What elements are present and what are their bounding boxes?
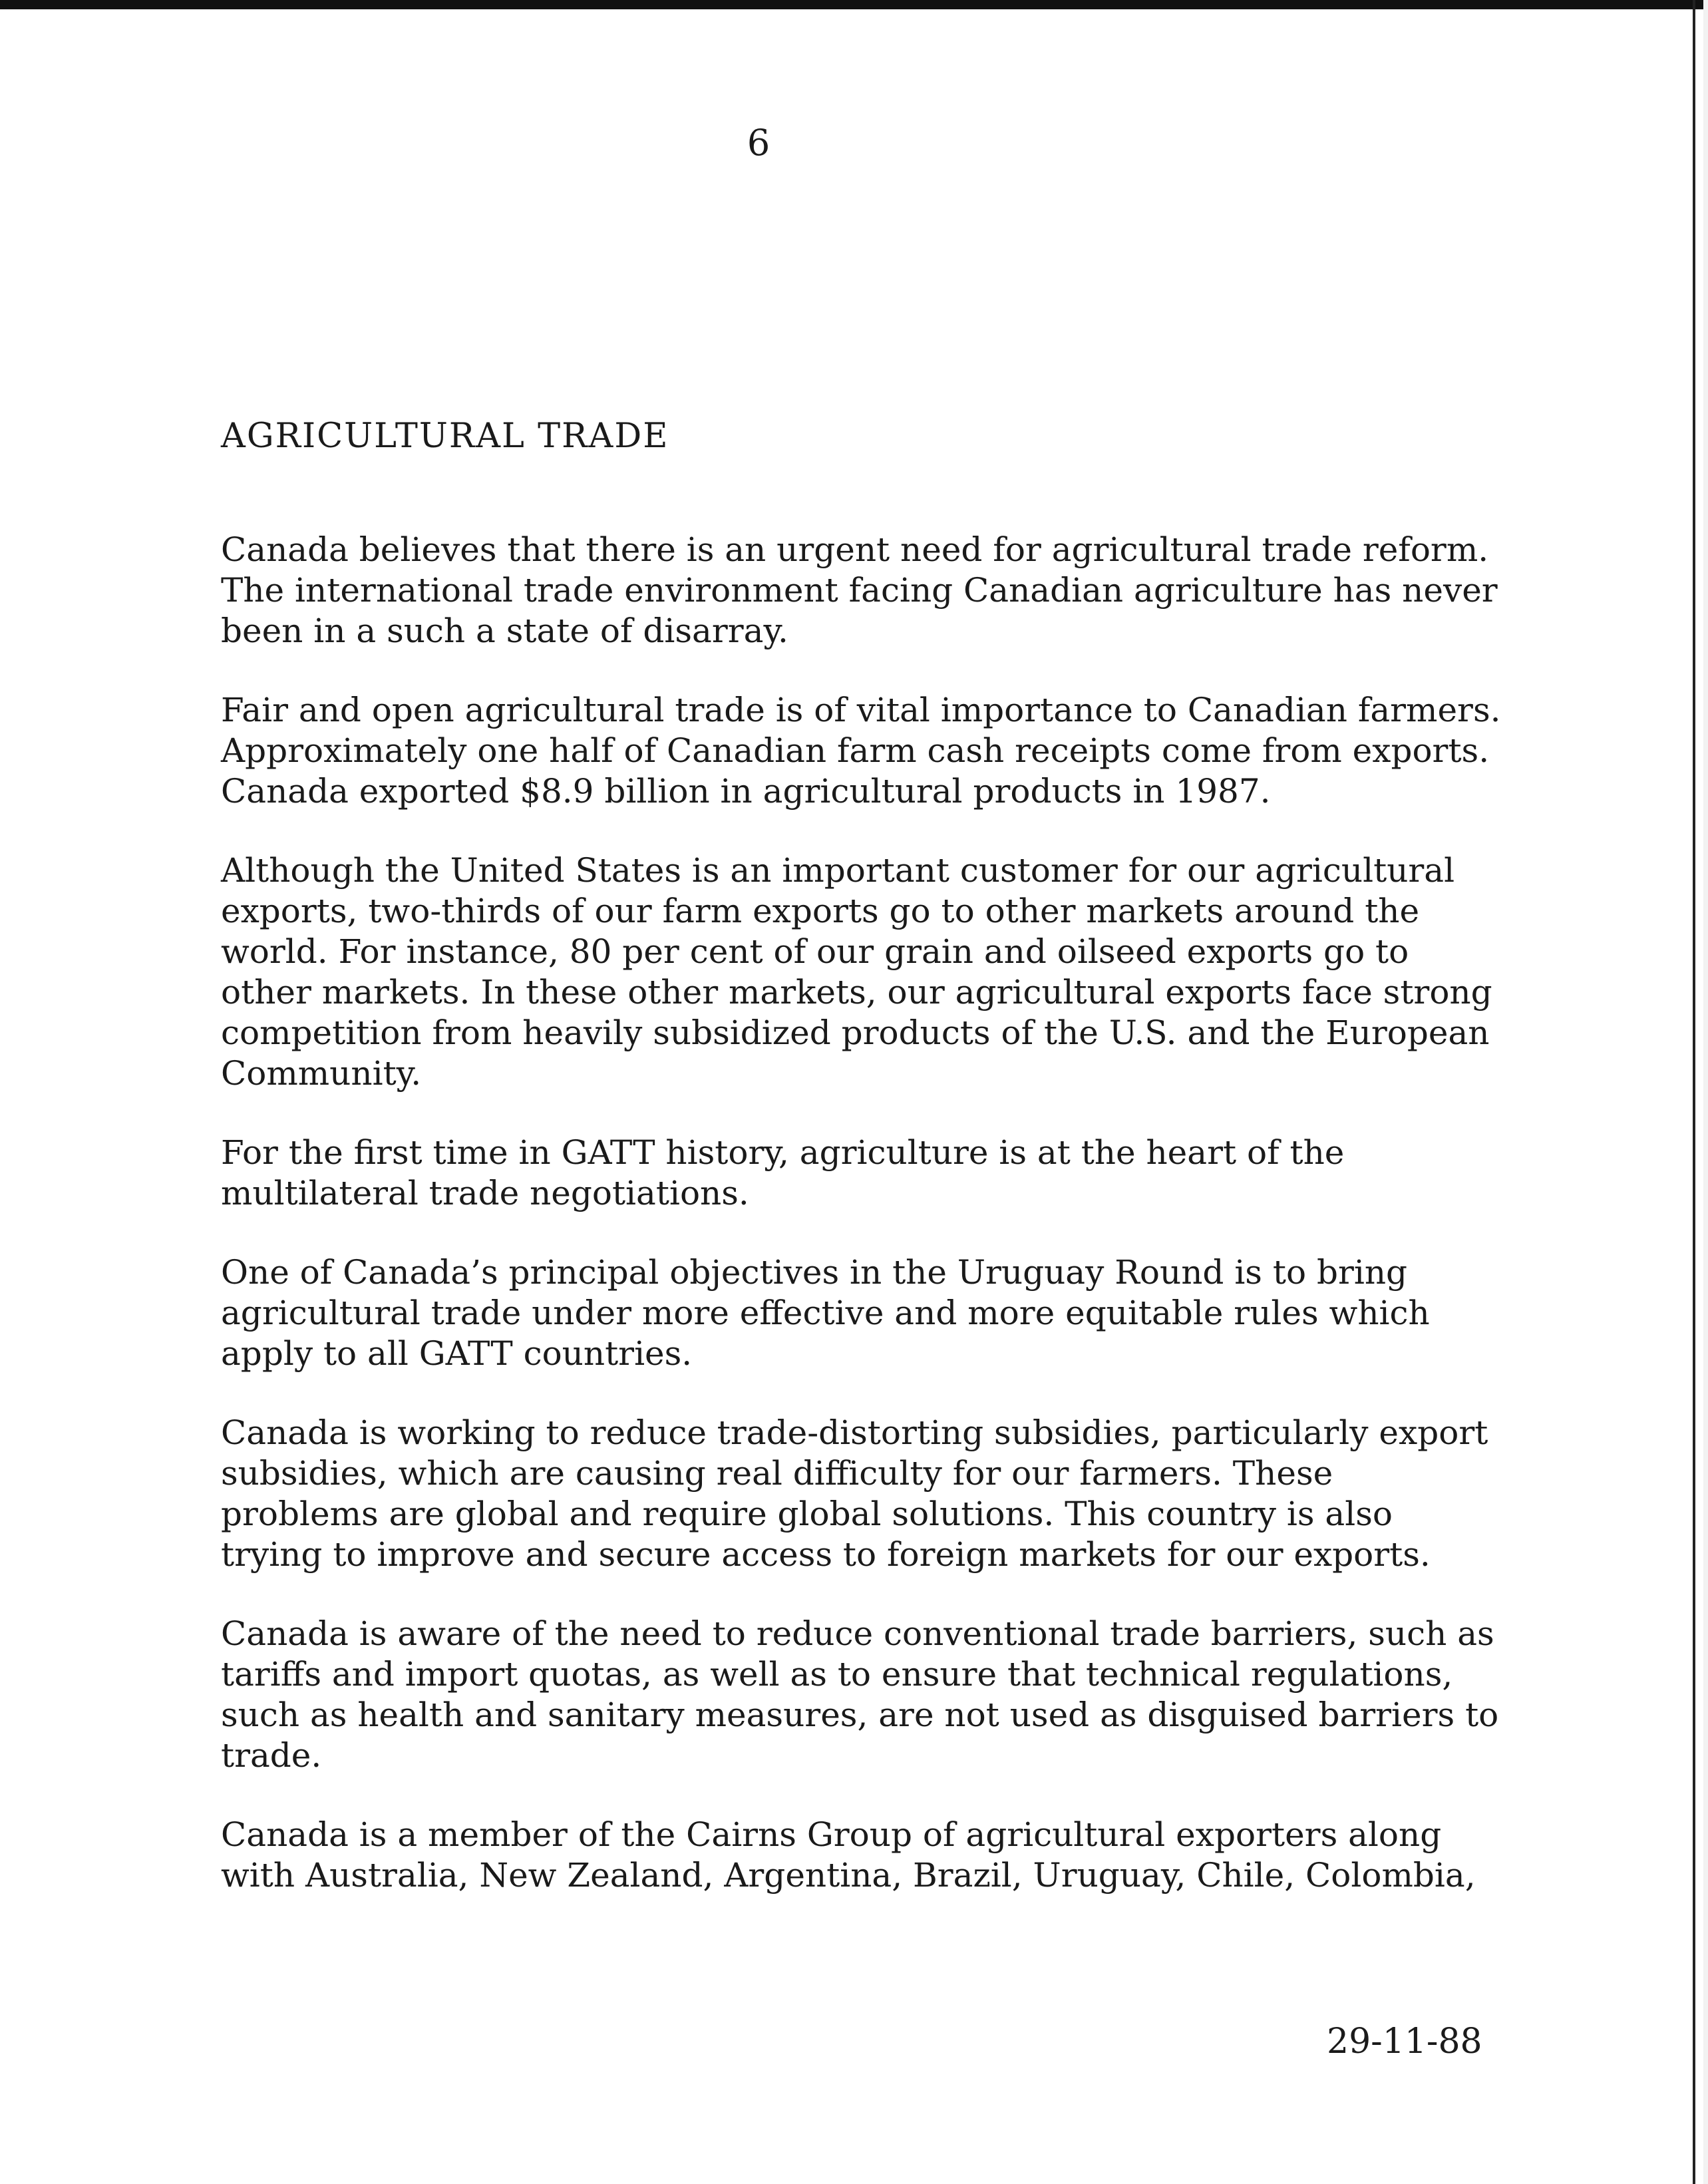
text-line: multilateral trade negotiations. (221, 1174, 749, 1212)
text-line: Canada believes that there is an urgent need for agricultural trade reform. (221, 530, 1489, 569)
text-line: Approximately one half of Canadian farm cash receipts come from exports. (221, 731, 1490, 770)
scan-right-edge (1693, 0, 1695, 2184)
text-line: competition from heavily subsidized products of the U.S. and the European (221, 1013, 1490, 1052)
text-line: Community. (221, 1054, 422, 1093)
paragraph (221, 1252, 1552, 1374)
text-line: The international trade environment facing Canadian agriculture has never (221, 571, 1498, 610)
body-text (221, 530, 1552, 1934)
text-line: with Australia, New Zealand, Argentina, Brazil, Uruguay, Chile, Colombia, (221, 1856, 1476, 1895)
section-heading: AGRICULTURAL TRADE (221, 417, 669, 456)
scan-top-edge (0, 0, 1708, 9)
text-line: world. For instance, 80 per cent of our grain and oilseed exports go to (221, 932, 1409, 971)
text-line: other markets. In these other markets, our agricultural exports face strong (221, 973, 1492, 1011)
page-number: 6 (747, 122, 770, 164)
text-line: problems are global and require global solutions. This country is also (221, 1495, 1393, 1533)
text-line: been in a such a state of disarray. (221, 612, 788, 650)
text-line: agricultural trade under more effective and more equitable rules which (221, 1294, 1430, 1332)
text-line: tariffs and import quotas, as well as to ensure that technical regulations, (221, 1655, 1453, 1694)
paragraph (221, 850, 1552, 1094)
text-line: Although the United States is an important customer for our agricultural (221, 851, 1455, 890)
text-line: Canada is working to reduce trade-distorting subsidies, particularly export (221, 1413, 1488, 1452)
text-line: Fair and open agricultural trade is of vital importance to Canadian farmers. (221, 691, 1501, 729)
text-line: Canada is a member of the Cairns Group of agricultural exporters along (221, 1815, 1442, 1854)
date-stamp: 29-11-88 (1327, 2022, 1482, 2062)
text-line: Canada is aware of the need to reduce conventional trade barriers, such as (221, 1614, 1494, 1653)
text-line: One of Canada’s principal objectives in the Uruguay Round is to bring (221, 1253, 1408, 1292)
paragraph (221, 1413, 1552, 1575)
text-line: trying to improve and secure access to foreign markets for our exports. (221, 1535, 1431, 1574)
paragraph (221, 1614, 1552, 1776)
paragraph (221, 1815, 1552, 1896)
paragraph (221, 1133, 1552, 1214)
text-line: Canada exported $8.9 billion in agricultural products in 1987. (221, 772, 1271, 811)
scan-margin (1703, 0, 1708, 2184)
text-line: such as health and sanitary measures, are not used as disguised barriers to (221, 1696, 1499, 1734)
text-line: For the first time in GATT history, agriculture is at the heart of the (221, 1133, 1345, 1172)
paragraph (221, 530, 1552, 651)
text-line: trade. (221, 1736, 322, 1775)
text-line: exports, two-thirds of our farm exports go to other markets around the (221, 892, 1420, 930)
text-line: apply to all GATT countries. (221, 1334, 693, 1373)
paragraph (221, 690, 1552, 812)
text-line: subsidies, which are causing real difficulty for our farmers. These (221, 1454, 1333, 1493)
